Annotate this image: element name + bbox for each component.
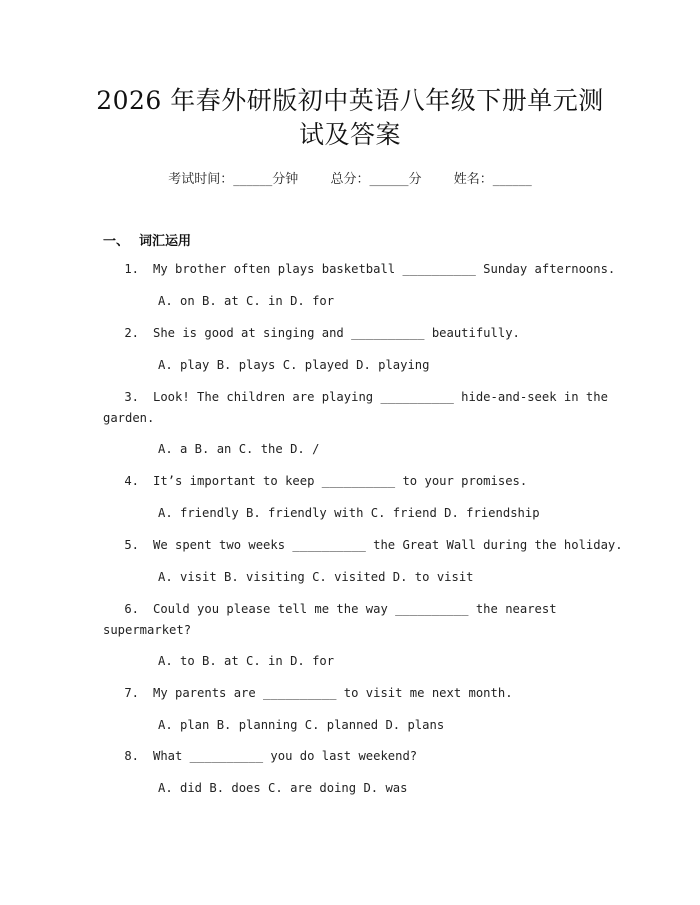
question-2-options: A. play B. plays C. played D. playing xyxy=(158,358,430,372)
question-text: My parents are __________ to visit me next month. xyxy=(153,686,513,700)
score-label: 总分：______分 xyxy=(330,172,422,187)
question-number: 4. xyxy=(124,474,139,488)
section-heading xyxy=(103,230,191,249)
question-6-continuation: supermarket? xyxy=(103,623,192,637)
question-3-options: A. a B. an C. the D. / xyxy=(158,442,320,456)
question-number: 8. xyxy=(124,749,139,763)
question-number: 3. xyxy=(124,390,139,404)
question-number: 7. xyxy=(124,686,139,700)
question-number: 2. xyxy=(124,326,139,340)
exam-meta xyxy=(0,168,700,187)
question-text: It’s important to keep __________ to your promises. xyxy=(153,474,528,488)
question-text: We spent two weeks __________ the Great Wall during the holiday. xyxy=(153,538,623,552)
question-8 xyxy=(112,749,417,763)
question-4-options: A. friendly B. friendly with C. friend D. friendship xyxy=(158,506,540,520)
question-6 xyxy=(112,602,557,616)
question-number: 6. xyxy=(124,602,139,616)
question-6-options: A. to B. at C. in D. for xyxy=(158,654,335,668)
question-3-continuation: garden. xyxy=(103,411,155,425)
question-8-options: A. did B. does C. are doing D. was xyxy=(158,781,408,795)
question-text: She is good at singing and __________ beautifully. xyxy=(153,326,520,340)
time-label: 考试时间：______分钟 xyxy=(168,172,299,187)
section-number: 一、 xyxy=(103,234,130,249)
question-5 xyxy=(112,538,623,552)
question-7-options: A. plan B. planning C. planned D. plans xyxy=(158,718,445,732)
question-1-options: A. on B. at C. in D. for xyxy=(158,294,335,308)
question-1 xyxy=(112,262,615,276)
title-line-1: 2026 年春外研版初中英语八年级下册单元测 xyxy=(96,86,604,115)
question-text: What __________ you do last weekend? xyxy=(153,749,418,763)
question-2 xyxy=(112,326,520,340)
section-title: 词汇运用 xyxy=(139,234,192,249)
question-7 xyxy=(112,686,513,700)
question-text: Look! The children are playing __________ hide-and-seek in the xyxy=(153,390,608,404)
title-line-2: 试及答案 xyxy=(298,120,401,149)
name-label: 姓名：______ xyxy=(453,172,532,187)
question-4 xyxy=(112,474,527,488)
question-5-options: A. visit B. visiting C. visited D. to visit xyxy=(158,570,474,584)
question-3 xyxy=(112,390,608,404)
question-text: Could you please tell me the way __________ the nearest xyxy=(153,602,557,616)
question-number: 1. xyxy=(124,262,139,276)
question-text: My brother often plays basketball __________ Sunday afternoons. xyxy=(153,262,616,276)
question-number: 5. xyxy=(124,538,139,552)
